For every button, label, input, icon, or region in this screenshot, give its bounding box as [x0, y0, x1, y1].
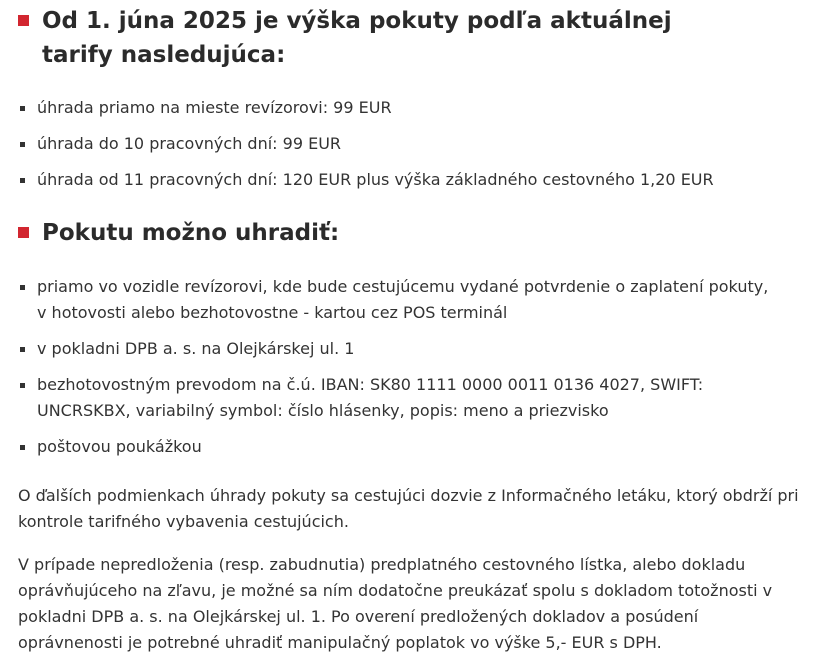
list-item: [0, 434, 780, 460]
fine-amount-list: [0, 95, 780, 203]
list-item: [0, 131, 780, 157]
section-heading-fine-amount: [18, 4, 742, 72]
list-item-text: v pokladni DPB a. s. na Olejkárskej ul. 1: [37, 339, 355, 358]
payment-methods-list: [0, 274, 780, 470]
red-square-icon: [18, 227, 29, 238]
list-item: [0, 372, 780, 424]
bullet-icon: [20, 285, 25, 290]
bullet-icon: [20, 142, 25, 147]
list-item-text: úhrada od 11 pracovných dní: 120 EUR plus výška základného cestovného 1,20 EUR: [37, 170, 714, 189]
bullet-icon: [20, 445, 25, 450]
list-item: [0, 274, 780, 326]
list-item-text: poštovou poukážkou: [37, 437, 202, 456]
list-item-text: bezhotovostným prevodom na č.ú. IBAN: SK80 1111 0000 0011 0136 4027, SWIFT: UNCRSKBX, variabilný symbol: číslo hlásenky, popis: meno a priezvisko: [37, 375, 704, 420]
heading-text: Pokutu možno uhradiť:: [42, 220, 340, 246]
bullet-icon: [20, 347, 25, 352]
discount-paragraph: V prípade nepredloženia (resp. zabudnutia) predplatného cestovného lístka, alebo dokladu oprávňujúceho na zľavu, je možné sa ním dodatočne preukázať spolu s dokladom totožnosti v pokladni DPB a. s. na Olejkárskej ul. 1. Po overení predložených dokladov a posúdení oprávnenosti je potrebné uhradiť manipulačný poplatok vo výške 5,- EUR s DPH.: [18, 555, 773, 652]
list-item-text: priamo vo vozidle revízorovi, kde bude cestujúcemu vydané potvrdenie o zaplatení pokuty, v hotovosti alebo bezhotovostne - kartou cez POS terminál: [37, 277, 769, 322]
bullet-icon: [20, 383, 25, 388]
bullet-icon: [20, 178, 25, 183]
section-heading-payment-methods: [18, 216, 742, 250]
red-square-icon: [18, 15, 29, 26]
list-item-text: úhrada do 10 pracovných dní: 99 EUR: [37, 134, 342, 153]
list-item: [0, 167, 780, 193]
list-item: [0, 336, 780, 362]
info-paragraph: O ďalších podmienkach úhrady pokuty sa cestujúci dozvie z Informačného letáku, ktorý obdrží pri kontrole tarifného vybavenia cestujúcich.: [18, 486, 799, 531]
heading-text: Od 1. júna 2025 je výška pokuty podľa aktuálnej tarify nasledujúca:: [42, 8, 672, 68]
list-item: [0, 95, 780, 121]
bullet-icon: [20, 106, 25, 111]
list-item-text: úhrada priamo na mieste revízorovi: 99 EUR: [37, 98, 392, 117]
